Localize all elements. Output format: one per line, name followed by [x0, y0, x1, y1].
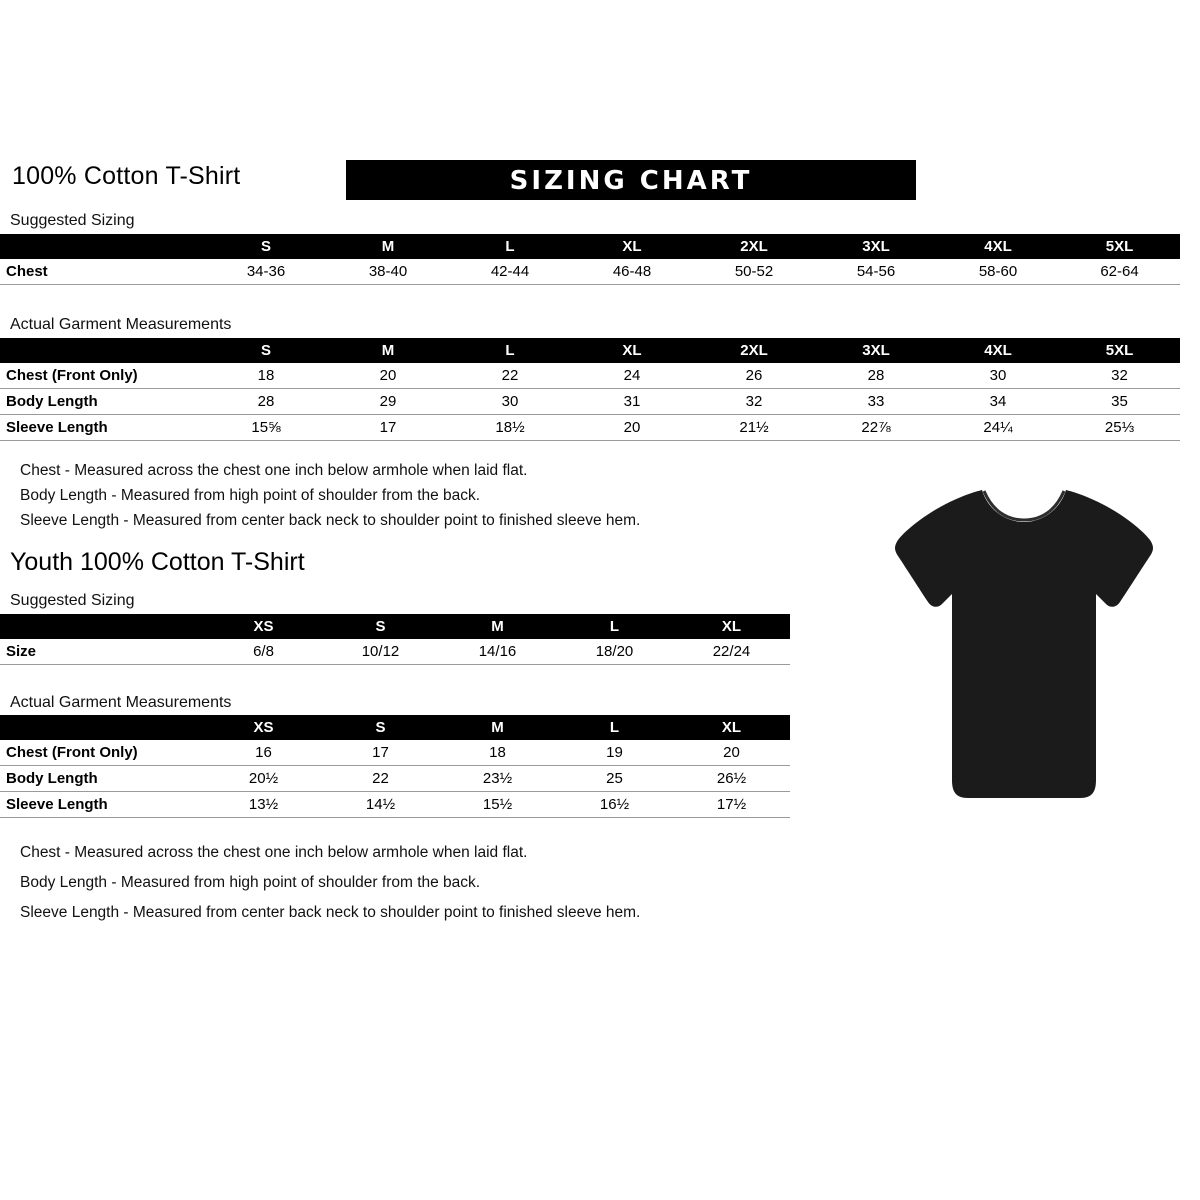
cell-chest-s: 34-36	[205, 259, 327, 285]
youth-note-body-length: Body Length - Measured from high point of shoulder from the back.	[20, 874, 481, 891]
cell-chest-5xl: 62-64	[1059, 259, 1180, 285]
cell-size-xl: 22/24	[673, 639, 790, 665]
cell-chest-5xl: 32	[1059, 363, 1180, 389]
table-row	[0, 363, 1180, 389]
cell-chest-2xl: 50-52	[693, 259, 815, 285]
col-head-blank	[0, 338, 205, 363]
cell-chest-m: 20	[327, 363, 449, 389]
cell-body-5xl: 35	[1059, 389, 1180, 415]
cell-chest-4xl: 58-60	[937, 259, 1059, 285]
row-label-body-length: Body Length	[0, 389, 205, 415]
black-tshirt-icon	[890, 480, 1155, 810]
cell-body-s: 22	[322, 766, 439, 792]
youth-actual-measurements-label: Actual Garment Measurements	[10, 694, 232, 711]
adult-section-title: 100% Cotton T-Shirt	[12, 162, 241, 190]
cell-chest-3xl: 54-56	[815, 259, 937, 285]
cell-sleeve-s: 14½	[322, 792, 439, 818]
cell-size-m: 14/16	[439, 639, 556, 665]
cell-chest-xl: 24	[571, 363, 693, 389]
table-header-row	[0, 614, 790, 639]
adult-actual-measurements-label: Actual Garment Measurements	[10, 316, 232, 333]
table-row	[0, 259, 1180, 285]
cell-sleeve-m: 17	[327, 415, 449, 441]
col-head-xl: XL	[673, 715, 790, 740]
col-head-blank	[0, 614, 205, 639]
table-row	[0, 415, 1180, 441]
cell-size-xs: 6/8	[205, 639, 322, 665]
col-head-xs: XS	[205, 614, 322, 639]
row-label-chest: Chest	[0, 259, 205, 285]
col-head-m: M	[327, 234, 449, 259]
cell-chest-m: 38-40	[327, 259, 449, 285]
cell-chest-m: 18	[439, 740, 556, 766]
table-row	[0, 792, 790, 818]
youth-note-chest: Chest - Measured across the chest one inch below armhole when laid flat.	[20, 844, 528, 861]
cell-chest-l: 19	[556, 740, 673, 766]
table-row	[0, 639, 790, 665]
col-head-l: L	[449, 234, 571, 259]
adult-suggested-sizing-label: Suggested Sizing	[10, 212, 135, 229]
cell-sleeve-2xl: 21½	[693, 415, 815, 441]
table-header-row	[0, 338, 1180, 363]
cell-sleeve-4xl: 24¼	[937, 415, 1059, 441]
col-head-xl: XL	[571, 234, 693, 259]
cell-body-xl: 26½	[673, 766, 790, 792]
col-head-s: S	[205, 338, 327, 363]
cell-chest-4xl: 30	[937, 363, 1059, 389]
cell-chest-s: 17	[322, 740, 439, 766]
cell-sleeve-l: 18½	[449, 415, 571, 441]
youth-actual-measurements-table	[0, 715, 790, 818]
col-head-l: L	[449, 338, 571, 363]
col-head-s: S	[322, 614, 439, 639]
table-row	[0, 389, 1180, 415]
row-label-size: Size	[0, 639, 205, 665]
col-head-4xl: 4XL	[937, 234, 1059, 259]
col-head-2xl: 2XL	[693, 338, 815, 363]
col-head-m: M	[327, 338, 449, 363]
sizing-chart-banner-label: SIZING CHART	[509, 166, 753, 196]
cell-body-m: 23½	[439, 766, 556, 792]
col-head-blank	[0, 715, 205, 740]
cell-size-l: 18/20	[556, 639, 673, 665]
col-head-xl: XL	[571, 338, 693, 363]
col-head-m: M	[439, 614, 556, 639]
col-head-3xl: 3XL	[815, 234, 937, 259]
col-head-l: L	[556, 715, 673, 740]
col-head-4xl: 4XL	[937, 338, 1059, 363]
col-head-5xl: 5XL	[1059, 234, 1180, 259]
cell-chest-3xl: 28	[815, 363, 937, 389]
row-label-body-length: Body Length	[0, 766, 205, 792]
cell-body-s: 28	[205, 389, 327, 415]
col-head-xl: XL	[673, 614, 790, 639]
cell-chest-s: 18	[205, 363, 327, 389]
cell-sleeve-l: 16½	[556, 792, 673, 818]
sizing-chart-banner	[346, 160, 916, 200]
table-header-row	[0, 715, 790, 740]
col-head-m: M	[439, 715, 556, 740]
adult-suggested-sizing-table	[0, 234, 1180, 285]
cell-body-m: 29	[327, 389, 449, 415]
youth-suggested-sizing-table	[0, 614, 790, 665]
cell-sleeve-3xl: 22⅞	[815, 415, 937, 441]
youth-suggested-sizing-label: Suggested Sizing	[10, 592, 135, 609]
cell-chest-2xl: 26	[693, 363, 815, 389]
cell-sleeve-xl: 17½	[673, 792, 790, 818]
adult-note-body-length: Body Length - Measured from high point of shoulder from the back.	[20, 487, 481, 504]
adult-note-sleeve-length: Sleeve Length - Measured from center back neck to shoulder point to finished sleeve hem.	[20, 512, 641, 529]
cell-body-l: 30	[449, 389, 571, 415]
cell-body-xs: 20½	[205, 766, 322, 792]
cell-body-l: 25	[556, 766, 673, 792]
cell-body-3xl: 33	[815, 389, 937, 415]
row-label-sleeve-length: Sleeve Length	[0, 792, 205, 818]
cell-body-xl: 31	[571, 389, 693, 415]
cell-sleeve-s: 15⅝	[205, 415, 327, 441]
chart-header	[10, 160, 1190, 202]
cell-body-2xl: 32	[693, 389, 815, 415]
table-row	[0, 766, 790, 792]
adult-actual-measurements-table	[0, 338, 1180, 441]
col-head-3xl: 3XL	[815, 338, 937, 363]
table-row	[0, 740, 790, 766]
cell-sleeve-5xl: 25⅓	[1059, 415, 1180, 441]
col-head-s: S	[205, 234, 327, 259]
cell-chest-xl: 20	[673, 740, 790, 766]
cell-chest-xs: 16	[205, 740, 322, 766]
col-head-xs: XS	[205, 715, 322, 740]
table-header-row	[0, 234, 1180, 259]
cell-size-s: 10/12	[322, 639, 439, 665]
col-head-2xl: 2XL	[693, 234, 815, 259]
cell-sleeve-m: 15½	[439, 792, 556, 818]
col-head-blank	[0, 234, 205, 259]
row-label-sleeve-length: Sleeve Length	[0, 415, 205, 441]
cell-sleeve-xs: 13½	[205, 792, 322, 818]
row-label-chest-front-only: Chest (Front Only)	[0, 740, 205, 766]
col-head-5xl: 5XL	[1059, 338, 1180, 363]
adult-note-chest: Chest - Measured across the chest one inch below armhole when laid flat.	[20, 462, 528, 479]
col-head-l: L	[556, 614, 673, 639]
youth-section-title: Youth 100% Cotton T-Shirt	[10, 548, 305, 576]
cell-body-4xl: 34	[937, 389, 1059, 415]
col-head-s: S	[322, 715, 439, 740]
cell-chest-xl: 46-48	[571, 259, 693, 285]
cell-chest-l: 42-44	[449, 259, 571, 285]
cell-chest-l: 22	[449, 363, 571, 389]
cell-sleeve-xl: 20	[571, 415, 693, 441]
youth-note-sleeve-length: Sleeve Length - Measured from center back neck to shoulder point to finished sleeve hem.	[20, 904, 641, 921]
row-label-chest-front-only: Chest (Front Only)	[0, 363, 205, 389]
